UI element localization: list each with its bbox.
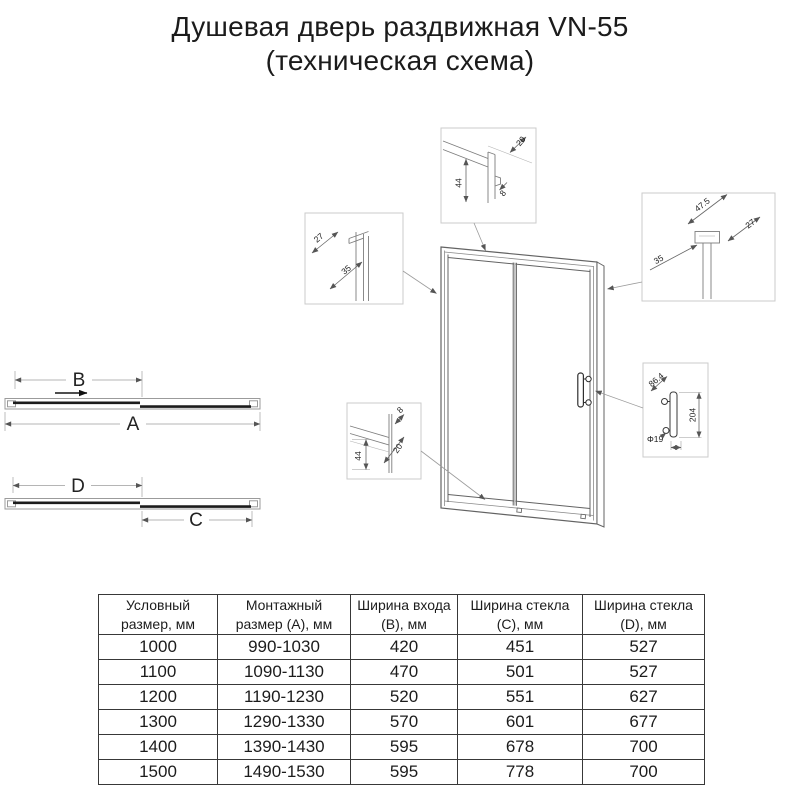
table-cell: 601 [458, 710, 583, 735]
dim-left-profile-27: 27 [311, 230, 326, 245]
table-cell: 451 [458, 635, 583, 660]
dim-handle-86-4: 86.4 [646, 370, 666, 389]
table-cell: 595 [351, 735, 458, 760]
table-header-cell: Ширина входа (B), мм [351, 595, 458, 635]
dim-bottom-rail-20: 20 [390, 441, 405, 456]
dim-top-rail-20: 20 [513, 134, 528, 148]
table-cell: 678 [458, 735, 583, 760]
table-cell: 1190-1230 [218, 685, 351, 710]
table-header-cell: Условный размер, мм [99, 595, 218, 635]
table-cell: 595 [351, 760, 458, 785]
table-cell: 520 [351, 685, 458, 710]
table-row [99, 685, 705, 710]
table-cell: 420 [351, 635, 458, 660]
table-header-cell: Монтажный размер (А), мм [218, 595, 351, 635]
door-side-face [597, 262, 604, 527]
table-cell: 527 [583, 635, 705, 660]
table-header-row [99, 595, 705, 635]
table-row [99, 735, 705, 760]
detail-box-bottom-rail [347, 403, 421, 479]
dim-bottom-rail-44: 44 [353, 451, 363, 461]
size-table [98, 594, 705, 785]
dim-right-profile-47-5: 47.5 [692, 195, 712, 214]
detail-box-left-profile [305, 213, 403, 304]
table-cell: 527 [583, 660, 705, 685]
table-cell: 1500 [99, 760, 218, 785]
dim-bottom-rail-8: 8 [394, 404, 406, 416]
table-cell: 470 [351, 660, 458, 685]
dim-right-profile-35: 35 [651, 252, 666, 267]
dim-left-profile-35: 35 [339, 262, 353, 277]
dim-top-rail-8: 8 [497, 188, 509, 199]
dim-right-profile-27: 27 [743, 216, 757, 231]
table-cell: 1490-1530 [218, 760, 351, 785]
table-cell: 1400 [99, 735, 218, 760]
table-cell: 501 [458, 660, 583, 685]
size-table-wrap [98, 594, 705, 785]
table-cell: 1090-1130 [218, 660, 351, 685]
table-cell: 677 [583, 710, 705, 735]
table-cell: 1390-1430 [218, 735, 351, 760]
table-cell: 700 [583, 735, 705, 760]
table-row [99, 660, 705, 685]
plan-view-dc [5, 476, 260, 531]
plan-view-ab [5, 370, 260, 435]
table-header-cell: Ширина стекла (D), мм [583, 595, 705, 635]
title-line-1: Душевая дверь раздвижная VN-55 [171, 11, 629, 42]
dim-handle-204: 204 [687, 407, 698, 423]
table-cell: 990-1030 [218, 635, 351, 660]
table-row [99, 760, 705, 785]
detail-box-right-profile [642, 193, 775, 301]
dim-label-d: D [71, 476, 85, 497]
table-cell: 1200 [99, 685, 218, 710]
dim-label-b: B [72, 370, 86, 391]
table-cell: 627 [583, 685, 705, 710]
table-cell: 700 [583, 760, 705, 785]
table-cell: 551 [458, 685, 583, 710]
table-row [99, 710, 705, 735]
table-cell: 1100 [99, 660, 218, 685]
dim-label-c: C [189, 510, 203, 531]
table-cell: 570 [351, 710, 458, 735]
title-line-2: (техническая схема) [265, 44, 535, 76]
table-cell: 1290-1330 [218, 710, 351, 735]
table-header-cell: Ширина стекла (C), мм [458, 595, 583, 635]
dim-label-a: A [126, 414, 140, 435]
dim-top-rail-44: 44 [453, 178, 464, 188]
table-cell: 778 [458, 760, 583, 785]
table-cell: 1000 [99, 635, 218, 660]
center-divider [513, 263, 516, 506]
dim-handle-diameter: Φ19 [647, 434, 664, 444]
door-outer-frame [441, 247, 597, 524]
table-row [99, 635, 705, 660]
table-cell: 1300 [99, 710, 218, 735]
